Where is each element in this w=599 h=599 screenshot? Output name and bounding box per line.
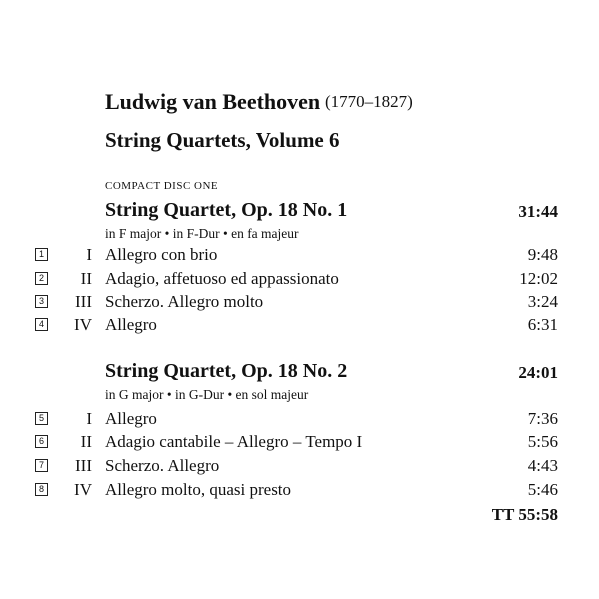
track-number-box: 1 (35, 248, 48, 261)
movement-roman: IV (74, 480, 92, 499)
track-number-box: 6 (35, 435, 48, 448)
movement-roman: III (75, 456, 92, 475)
composer-dates: (1770–1827) (325, 92, 413, 111)
movement-roman: IV (74, 315, 92, 334)
track-time: 5:46 (527, 480, 558, 499)
disc-label: COMPACT DISC ONE (105, 180, 219, 192)
movement-title: Scherzo. Allegro (105, 456, 220, 475)
track-time: 12:02 (519, 269, 558, 288)
movement-title: Allegro (105, 409, 157, 428)
track-number-box: 7 (35, 459, 48, 472)
work-duration-2: 24:01 (518, 363, 558, 382)
track-number-box: 2 (35, 272, 48, 285)
movement-title: Adagio cantabile – Allegro – Tempo I (105, 432, 363, 451)
track-number-box: 5 (35, 412, 48, 425)
work-key-line-2: in G major • in G-Dur • en sol majeur (105, 387, 309, 402)
work-title-1: String Quartet, Op. 18 No. 1 (105, 199, 348, 221)
work-duration-1: 31:44 (518, 202, 558, 221)
movement-roman: I (86, 245, 92, 264)
track-time: 7:36 (527, 409, 558, 428)
movement-roman: II (80, 432, 92, 451)
movement-title: Allegro molto, quasi presto (105, 480, 292, 499)
movement-roman: II (80, 269, 92, 288)
track-time: 6:31 (527, 315, 558, 334)
movement-title: Scherzo. Allegro molto (105, 292, 264, 311)
track-time: 5:56 (527, 432, 558, 451)
movement-title: Allegro (105, 315, 157, 334)
track-number-box: 8 (35, 483, 48, 496)
movement-roman: III (75, 292, 92, 311)
track-time: 3:24 (527, 292, 558, 311)
work-key-line-1: in F major • in F-Dur • en fa majeur (105, 226, 299, 241)
movement-roman: I (86, 409, 92, 428)
volume-title: String Quartets, Volume 6 (105, 128, 340, 152)
composer-name: Ludwig van Beethoven (105, 89, 321, 114)
track-number-box: 4 (35, 318, 48, 331)
track-time: 9:48 (527, 245, 558, 264)
movement-title: Allegro con brio (105, 245, 218, 264)
work-title-2: String Quartet, Op. 18 No. 2 (105, 360, 348, 382)
total-time: TT 55:58 (491, 505, 558, 524)
movement-title: Adagio, affetuoso ed appassionato (105, 269, 339, 288)
track-time: 4:43 (527, 456, 558, 475)
track-number-box: 3 (35, 295, 48, 308)
